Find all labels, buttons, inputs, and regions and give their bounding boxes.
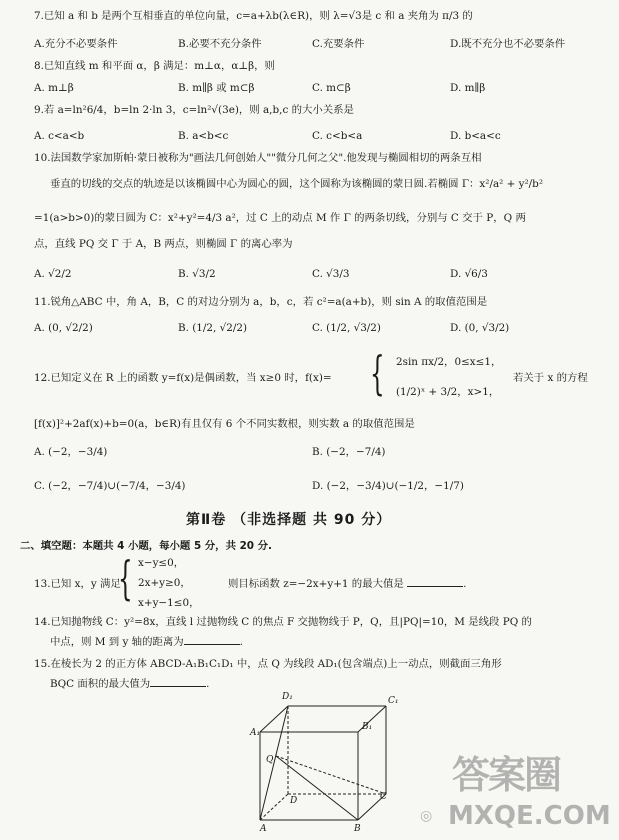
q11-option-c: C. (1/2, √3/2) [312,322,381,334]
q13-condition-1: x−y≤0， [138,557,185,569]
q10-line-2: 垂直的切线的交点的轨迹是以该椭圆中心为圆心的圆，这个圆称为该椭圆的蒙日圆.若椭圆 Γ：x²/a² + y²/b² [50,178,543,190]
q9-option-c: C. c<b<a [312,130,363,142]
q13-answer-blank [407,586,463,587]
label-d: D [290,796,298,806]
q12-brace: { [370,346,385,400]
q7-option-b: B.必要不充分条件 [178,38,262,50]
q8-option-c: C. m⊂β [312,82,351,94]
q10-option-a: A. √2/2 [34,268,72,280]
q12-line-2: [f(x)]²+2af(x)+b=0(a，b∈R)有且仅有 6 个不同实数根，则实数 a 的取值范围是 [34,418,415,430]
q7-option-c: C.充要条件 [312,38,365,50]
q13-condition-2: 2x+y≥0， [138,577,191,589]
q14-line-1: 14.已知抛物线 C：y²=8x，直线 l 过抛物线 C 的焦点 F 交抛物线于 P，Q，且|PQ|=10，M 是线段 PQ 的 [34,616,532,628]
q12-prefix: 12.已知定义在 R 上的函数 y=f(x)是偶函数，当 x≥0 时，f(x)= [34,372,332,384]
q8-option-d: D. m∥β [450,82,486,94]
q10-option-d: D. √6/3 [450,268,488,280]
label-d1: D₁ [282,692,293,702]
watermark-logo: 答案圈 [452,753,561,797]
q12-option-b: B. (−2，−7/4) [312,446,386,458]
q10-option-c: C. √3/3 [312,268,350,280]
q7-stem: 7.已知 a 和 b 是两个互相垂直的单位向量，c=a+λb(λ∈R)，则 λ=√3是 c 和 a 夹角为 π/3 的 [34,10,473,22]
q8-option-a: A. m⊥β [34,82,74,94]
q14-line-2: 中点，则 M 到 y 轴的距离为 . [50,636,243,648]
q8-stem: 8.已知直线 m 和平面 α，β 满足：m⊥α，α⊥β，则 [34,60,275,72]
q13-prefix: 13.已知 x，y 满足 [34,578,121,590]
section-2-title: 第Ⅱ卷 （非选择题 共 90 分） [186,512,392,528]
label-a1: A₁ [250,728,261,738]
cube-figure [240,690,400,830]
q7-option-a: A.充分不必要条件 [34,38,118,50]
label-b: B [354,824,361,834]
fill-in-heading: 二、填空题：本题共 4 小题，每小题 5 分，共 20 分. [20,540,272,552]
q12-option-c: C. (−2，−7/4)∪(−7/4，−3/4) [34,480,186,492]
q10-line-3: =1(a>b>0)的蒙日圆为 C：x²+y²=4/3 a²，过 C 上的动点 M 作 Γ 的两条切线，分别与 C 交于 P，Q 两 [34,212,526,224]
q11-option-d: D. (0, √3/2) [450,322,510,334]
q11-option-b: B. (1/2, √2/2) [178,322,248,334]
q12-option-a: A. (−2，−3/4) [34,446,108,458]
q14-answer-blank [184,644,240,645]
q11-option-a: A. (0, √2/2) [34,322,93,334]
q13-condition-3: x+y−1≤0， [138,597,200,609]
q12-case-1: 2sin πx/2，0≤x≤1， [396,356,502,368]
segment-a-d1 [260,706,288,820]
q15-answer-blank [150,686,206,687]
label-c1: C₁ [388,696,399,706]
label-q: Q [266,755,274,765]
q12-option-d: D. (−2，−3/4)∪(−1/2，−1/7) [312,480,464,492]
label-a: A [260,824,267,834]
q12-suffix: 若关于 x 的方程 [513,372,588,384]
label-b1: B₁ [362,722,373,732]
q15-line-2: BQC 面积的最大值为 . [50,678,210,690]
q15-line-1: 15.在棱长为 2 的正方体 ABCD-A₁B₁C₁D₁ 中，点 Q 为线段 AD₁(包含端点)上一动点，则截面三角形 [34,658,502,670]
watermark-url: MXQE.COM [448,801,611,831]
q9-stem: 9.若 a=ln²6/4，b=ln 2·ln 3，c=ln²√(3e)，则 a,b,c 的大小关系是 [34,104,354,116]
q9-option-b: B. a<b<c [178,130,229,142]
q7-option-d: D.既不充分也不必要条件 [450,38,566,50]
wechat-icon: ◎ [420,808,433,824]
q9-option-a: A. c<a<b [34,130,85,142]
edge-a1-d1 [260,706,288,732]
q11-stem: 11.锐角△ABC 中，角 A，B，C 的对边分别为 a，b，c，若 c²=a(a+b)，则 sin A 的取值范围是 [34,296,488,308]
q12-case-2: (1/2)ˣ + 3/2，x>1， [396,386,500,398]
q13-brace: { [118,551,133,605]
label-c: C [380,792,387,802]
q9-option-d: D. b<a<c [450,130,501,142]
q13-stem: 则目标函数 z=−2x+y+1 的最大值是 . [228,578,467,590]
q10-line-4: 点，直线 PQ 交 Γ 于 A，B 两点，则椭圆 Γ 的离心率为 [34,238,293,250]
q8-option-b: B. m∥β 或 m⊂β [178,82,255,94]
edge-a-d [260,794,288,820]
segment-q-c [276,756,386,794]
q10-line-1: 10.法国数学家加斯帕·蒙日被称为"画法几何创始人""微分几何之父".他发现与椭圆相切的两条互相 [34,152,482,164]
q10-option-b: B. √3/2 [178,268,216,280]
